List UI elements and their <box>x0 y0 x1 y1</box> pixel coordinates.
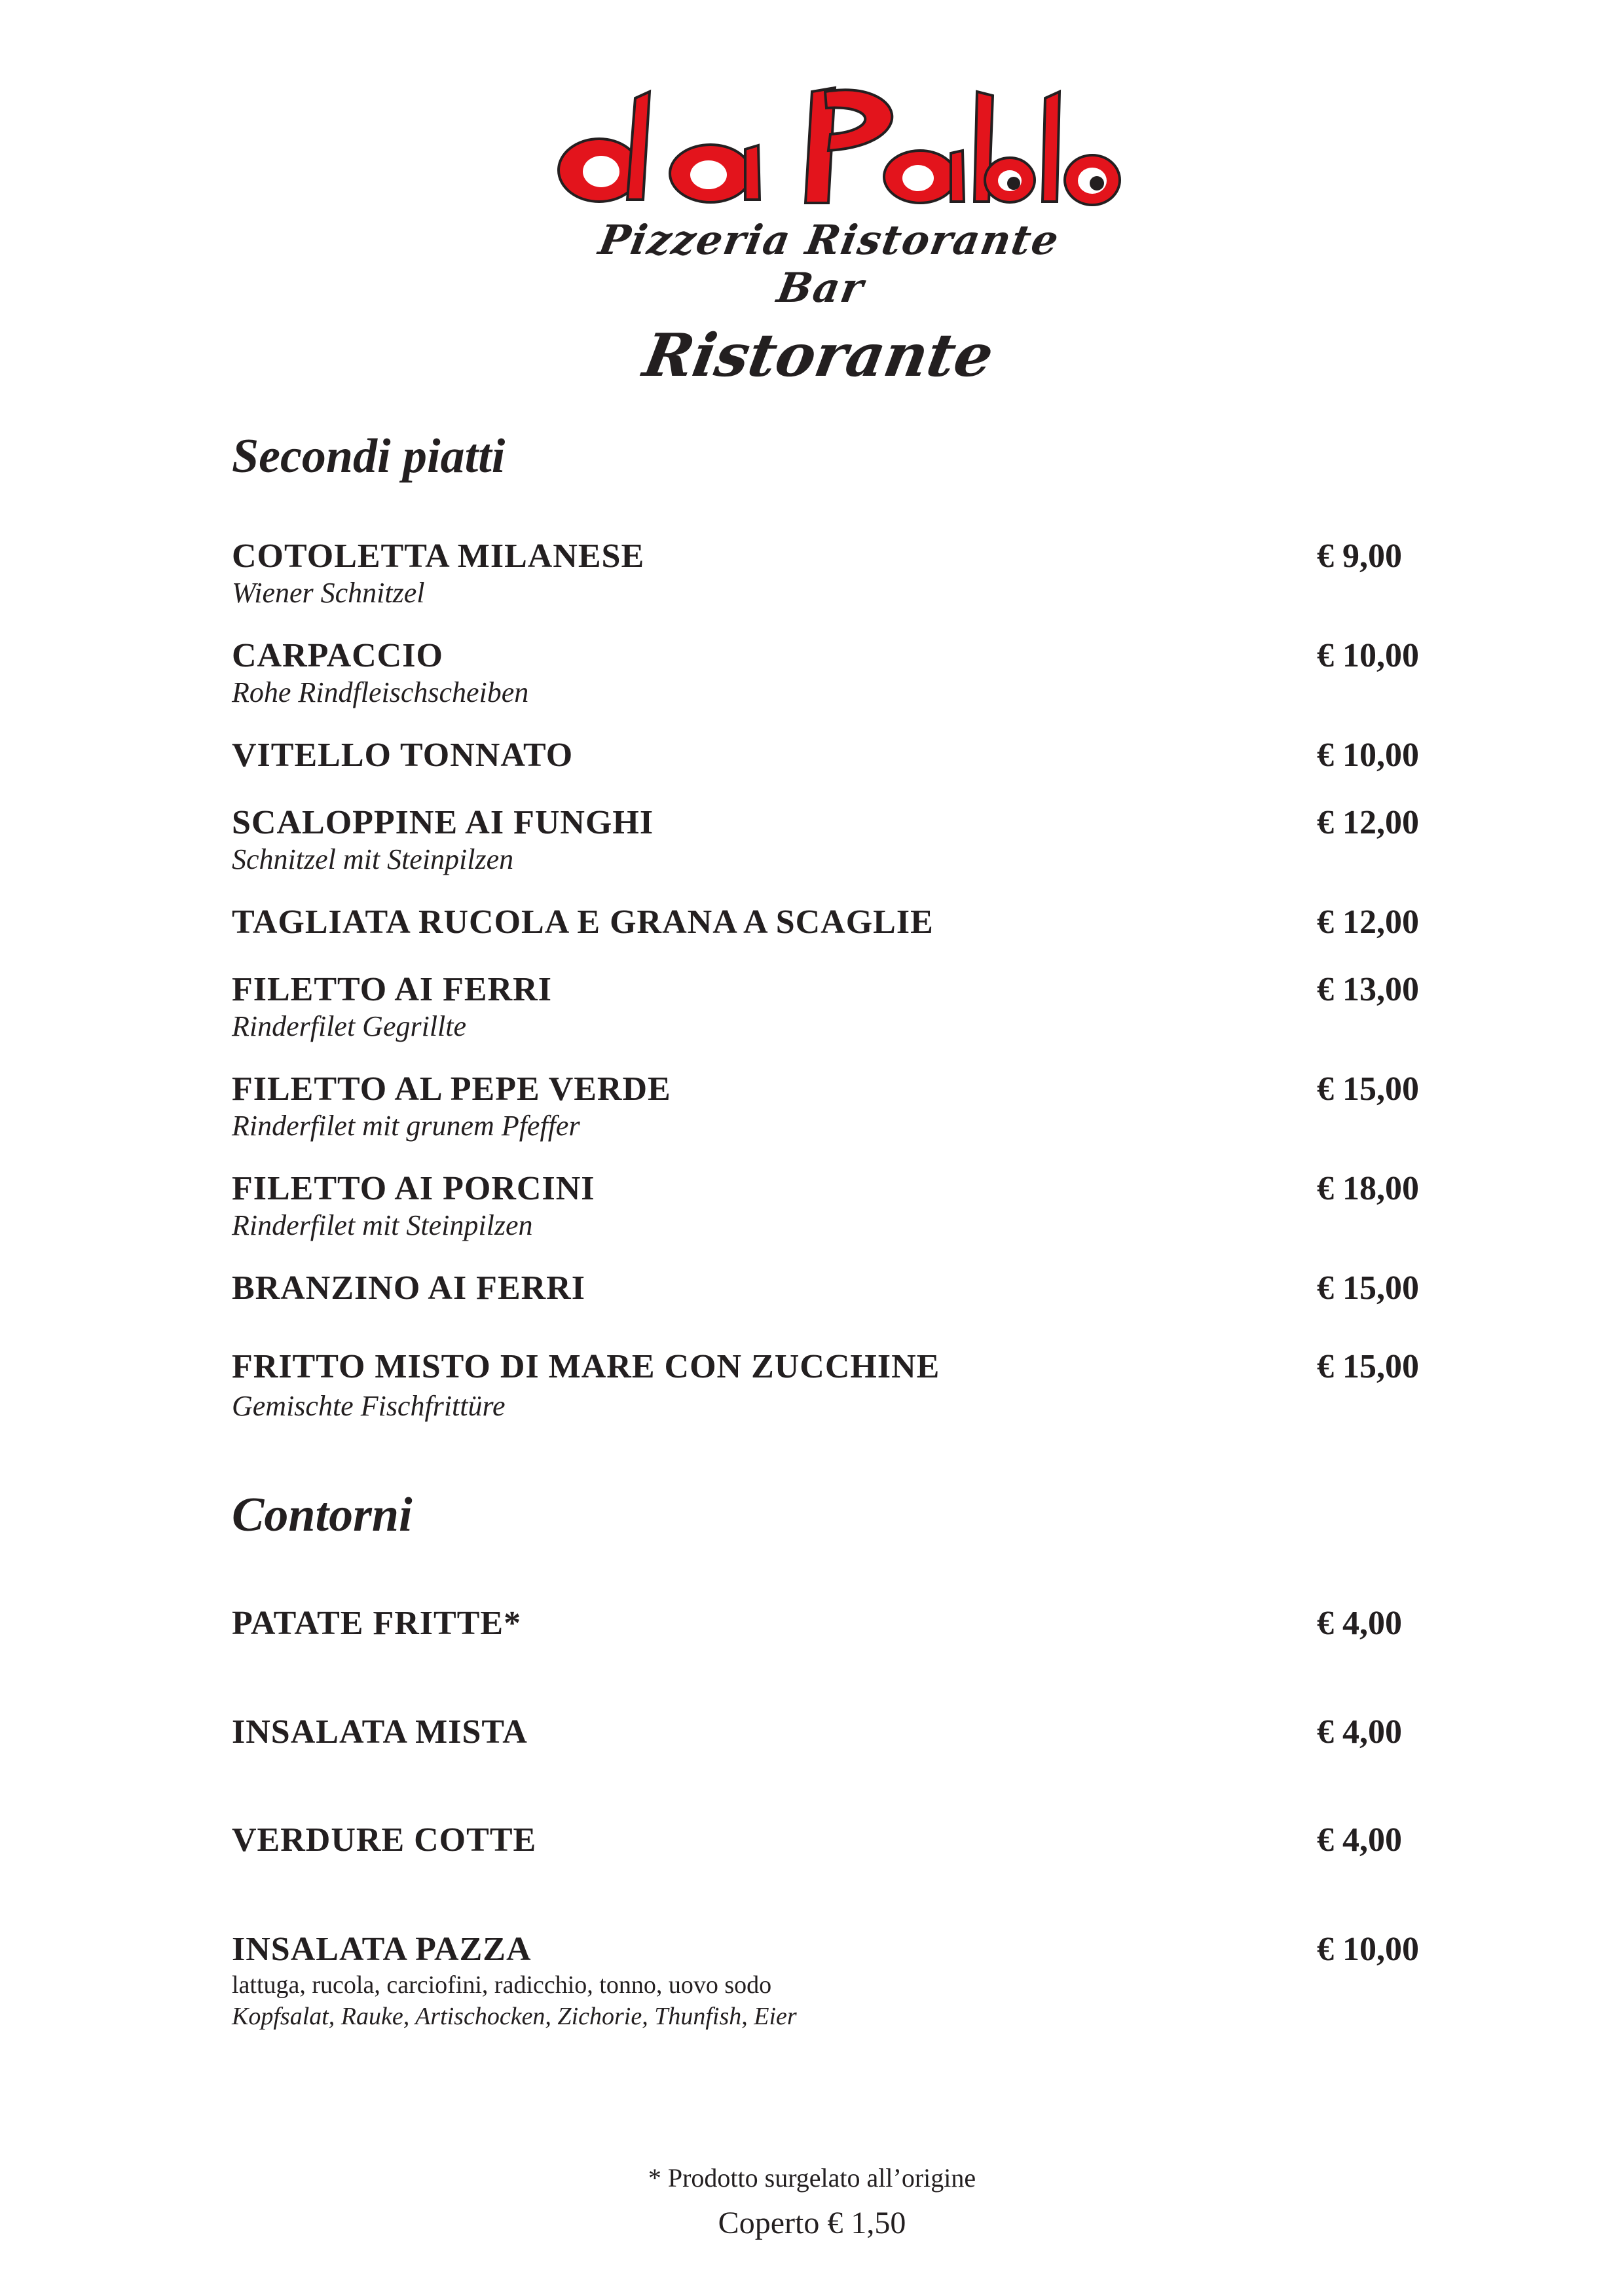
menu-item <box>232 803 1443 877</box>
item-name: FRITTO MISTO DI MARE CON ZUCCHINE <box>232 1348 940 1385</box>
page-heading: Ristorante <box>638 321 999 390</box>
item-ingredients-italian: lattuga, rucola, carciofini, radicchio, tonno, uovo sodo <box>232 1971 772 1999</box>
item-name: VITELLO TONNATO <box>232 737 574 774</box>
menu-item <box>232 1169 1443 1243</box>
section-title-contorni: Contorni <box>232 1488 413 1542</box>
item-name: VERDURE COTTE <box>232 1821 537 1859</box>
item-translation: Gemischte Fischfrittüre <box>232 1390 506 1422</box>
item-price: € 15,00 <box>1317 1348 1419 1385</box>
item-price: € 4,00 <box>1317 1821 1402 1859</box>
item-price: € 13,00 <box>1317 971 1419 1008</box>
menu-item <box>232 1930 1443 2032</box>
tagline: Pizzeria Ristorante Bar <box>595 216 1063 312</box>
item-price: € 4,00 <box>1317 1605 1402 1642</box>
item-name: PATATE FRITTE* <box>232 1605 522 1642</box>
item-translation: Rinderfilet Gegrillte <box>232 1010 467 1042</box>
menu-item <box>232 537 1443 610</box>
item-price: € 15,00 <box>1317 1070 1419 1108</box>
menu-item <box>232 1713 1443 1752</box>
menu-item <box>232 903 1443 942</box>
item-name: FILETTO AI PORCINI <box>232 1170 595 1207</box>
item-price: € 10,00 <box>1317 737 1419 774</box>
item-name: FILETTO AL PEPE VERDE <box>232 1070 671 1108</box>
item-translation: Schnitzel mit Steinpilzen <box>232 843 514 875</box>
menu-item <box>232 1347 1443 1423</box>
item-price: € 15,00 <box>1317 1269 1419 1307</box>
item-price: € 9,00 <box>1317 538 1402 575</box>
item-translation: Rinderfilet mit Steinpilzen <box>232 1209 533 1241</box>
item-name: SCALOPPINE AI FUNGHI <box>232 804 654 841</box>
item-translation: Rinderfilet mit grunem Pfeffer <box>232 1110 580 1142</box>
restaurant-logo <box>537 72 1126 223</box>
item-translation: Wiener Schnitzel <box>232 577 425 609</box>
menu-item <box>232 1821 1443 1860</box>
item-name: INSALATA MISTA <box>232 1713 528 1751</box>
frozen-product-footnote: * Prodotto surgelato all’origine <box>648 2163 976 2193</box>
item-ingredients-german: Kopfsalat, Rauke, Artischocken, Zichorie, Thunfish, Eier <box>232 2003 797 2030</box>
item-name: CARPACCIO <box>232 637 443 674</box>
item-name: TAGLIATA RUCOLA E GRANA A SCAGLIE <box>232 903 934 941</box>
menu-item <box>232 736 1443 775</box>
menu-item <box>232 970 1443 1044</box>
cover-charge: Coperto € 1,50 <box>718 2206 906 2240</box>
item-price: € 18,00 <box>1317 1170 1419 1207</box>
item-price: € 10,00 <box>1317 1931 1419 1968</box>
item-name: COTOLETTA MILANESE <box>232 538 645 575</box>
item-price: € 4,00 <box>1317 1713 1402 1751</box>
item-price: € 12,00 <box>1317 804 1419 841</box>
item-name: INSALATA PAZZA <box>232 1931 532 1968</box>
item-name: BRANZINO AI FERRI <box>232 1269 585 1307</box>
menu-item <box>232 1604 1443 1643</box>
logo-image <box>537 72 1126 223</box>
section-title-secondi-piatti: Secondi piatti <box>232 429 506 483</box>
item-price: € 10,00 <box>1317 637 1419 674</box>
item-price: € 12,00 <box>1317 903 1419 941</box>
menu-item <box>232 1269 1443 1308</box>
item-name: FILETTO AI FERRI <box>232 971 552 1008</box>
menu-item <box>232 1070 1443 1143</box>
item-translation: Rohe Rindfleischscheiben <box>232 676 529 708</box>
menu-item <box>232 636 1443 710</box>
